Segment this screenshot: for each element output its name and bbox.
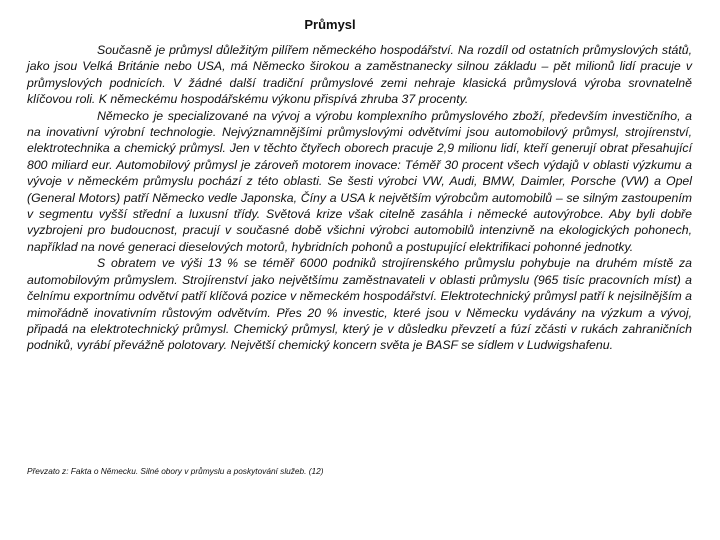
body-text [27, 42, 692, 354]
paragraph-engineering: S obratem ve výši 13 % se téměř 6000 podniků strojírenského průmyslu pohybuje na druhém místě za automobilovým průmyslem. Strojírenství jako největšímu zaměstnavateli v oblasti průmyslu (965 tisíc pracovních míst) a čelnímu exportnímu odvětví patří klíčová pozice v německém hospodářství. Elektrotechnický průmysl patří k nejsilnějším a mimořádně inovativním růstovým odvětvím. Přes 20 % investic, které jsou v Německu vydávány na výzkum a vývoj, připadá na elektrotechnický průmysl. Chemický průmysl, který je v důsledku převzetí a fúzí zčásti v rukách zahraničních podniků, vyrábí převážně polotovary. Největší chemický koncern světa je BASF se sídlem v Ludwigshafenu. [27, 256, 692, 353]
page-title: Průmysl [304, 17, 356, 32]
paragraph-intro: Současně je průmysl důležitým pilířem německého hospodářství. Na rozdíl od ostatních průmyslových států, jako jsou Velká Británie nebo USA, má Německo širokou a zaměstnanecky silnou základu – pět milionů lidí pracuje v průmyslových podnicích. V žádné další tradiční průmyslové zemi nehraje klasická průmyslová výroba srovnatelně klíčovou roli. K německému hospodářskému výkonu přispívá zhruba 37 procenty. [27, 43, 692, 107]
paragraph-specialization: Německo je specializované na vývoj a výrobu komplexního průmyslového zboží, především investičního, a na inovativní výrobní technologie. Nejvýznamnějšími průmyslovými odvětvími jsou automobilový průmysl, strojírenství, elektrotechnika a chemický průmysl. Jen v těchto čtyřech oborech pracuje 2,9 milionu lidí, kteří generují obrat přesahující 800 miliard eur. Automobilový průmysl je zároveň motorem inovace: Téměř 30 procent všech výdajů v oblasti výzkumu a vývoje v německém průmyslu pochází z této oblasti. Se šesti výrobci VW, Audi, BMW, Daimler, Porsche (VW) a Opel (General Motors) patří Německo vedle Japonska, Číny a USA k největším výrobcům automobilů – se silným zastoupením v segmentu vyšší střední a luxusní třídy. Světová krize však citelně zasáhla i německé autovýrobce. Aby byli dobře vyzbrojeni pro budoucnost, pracují v současné době všichni výrobci automobilů intenzivně na ekologických pohonech, například na nové generaci dieselových motorů, hybridních pohonů a postupující elektrifikaci pohonné jednotky. [27, 108, 692, 254]
source-citation: Převzato z: Fakta o Německu. Silné obory v průmyslu a poskytování služeb. (12) [27, 466, 324, 476]
